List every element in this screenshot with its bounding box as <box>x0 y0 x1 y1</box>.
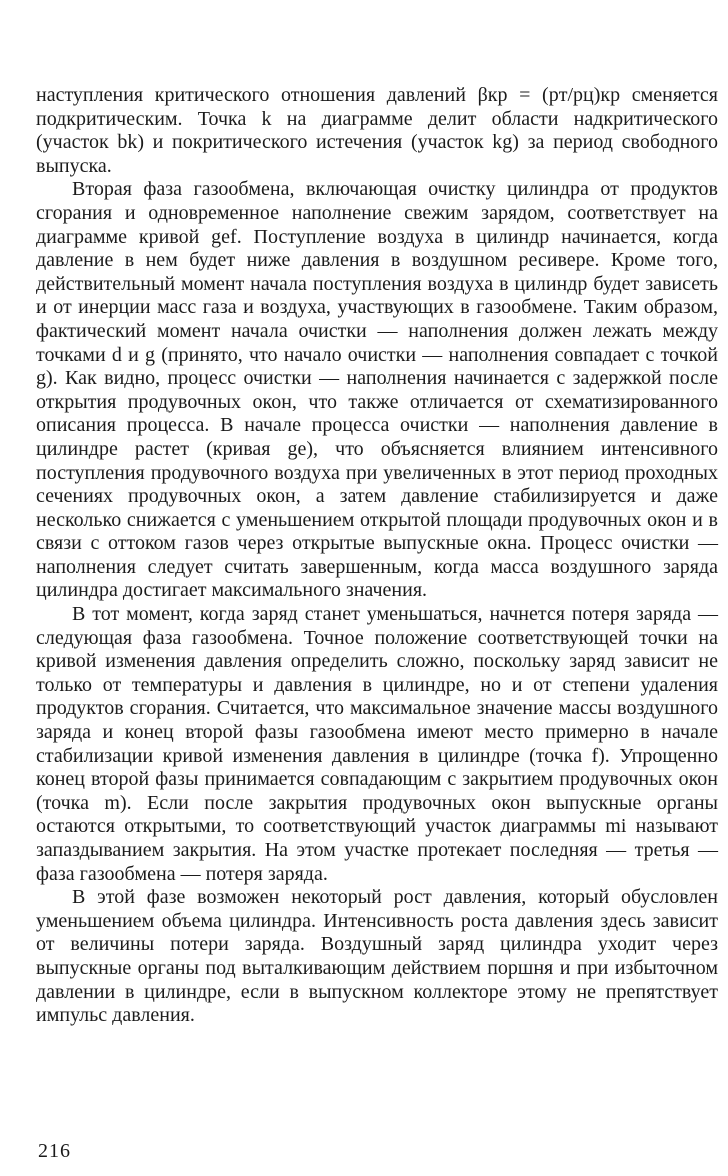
paragraph-2: Вторая фаза газообмена, включающая очистку цилиндра от продуктов сгорания и одновременное наполнение свежим зарядом, соответствует на диаграмме кривой gef. Поступление воздуха в цилиндр начинается, когда давление в нем будет ниже давления в воздушном ресивере. Кроме того, действительный момент начала поступления воздуха в цилиндр будет зависеть и от инерции масс газа и воздуха, участвующих в газообмене. Таким образом, фактический момент начала очистки — наполнения должен лежать между точками d и g (принято, что начало очистки — наполнения совпадает с точкой g). Как видно, процесс очистки — наполнения начинается с задержкой после открытия продувочных окон, что также отличается от схематизированного описания процесса. В начале процесса очистки — наполнения давление в цилиндре растет (кривая ge), что объясняется влиянием интенсивного поступления продувочного воздуха при увеличенных в этот период проходных сечениях продувочных окон, а затем давление стабилизируется и даже несколько снижается с уменьшением открытой площади продувочных окон и в связи с оттоком газов через открытые выпускные окна. Процесс очистки — наполнения следует считать завершенным, когда масса воздушного заряда цилиндра достигает максимального значения. <box>36 178 718 602</box>
document-page <box>36 84 718 1028</box>
paragraph-3: В тот момент, когда заряд станет уменьшаться, начнется потеря заряда — следующая фаза газообмена. Точное положение соответствующей точки на кривой изменения давления определить сложно, поскольку заряд зависит не только от температуры и давления в цилиндре, но и от степени удаления продуктов сгорания. Считается, что максимальное значение массы воздушного заряда и конец второй фазы газообмена имеют место примерно в начале стабилизации кривой изменения давления в цилиндре (точка f). Упрощенно конец второй фазы принимается совпадающим с закрытием продувочных окон (точка m). Если после закрытия продувочных окон выпускные органы остаются открытыми, то соответствующий участок диаграммы mi называют запаздыванием закрытия. На этом участке протекает последняя — третья — фаза газообмена — потеря заряда. <box>36 603 718 885</box>
paragraph-4: В этой фазе возможен некоторый рост давления, который обусловлен уменьшением объема цилиндра. Интенсивность роста давления здесь зависит от величины потери заряда. Воздушный заряд цилиндра уходит через выпускные органы под выталкивающим действием поршня и при избыточном давлении в цилиндре, если в выпускном коллекторе этому не препятствует импульс давления. <box>36 886 718 1027</box>
paragraph-1: наступления критического отношения давлений βкр = (pт/pц)кр сменяется подкритическим. Точка k на диаграмме делит области надкритического (участок bk) и покритического истечения (участок kg) за период свободного выпуска. <box>36 84 718 177</box>
page-number: 216 <box>38 1140 71 1162</box>
